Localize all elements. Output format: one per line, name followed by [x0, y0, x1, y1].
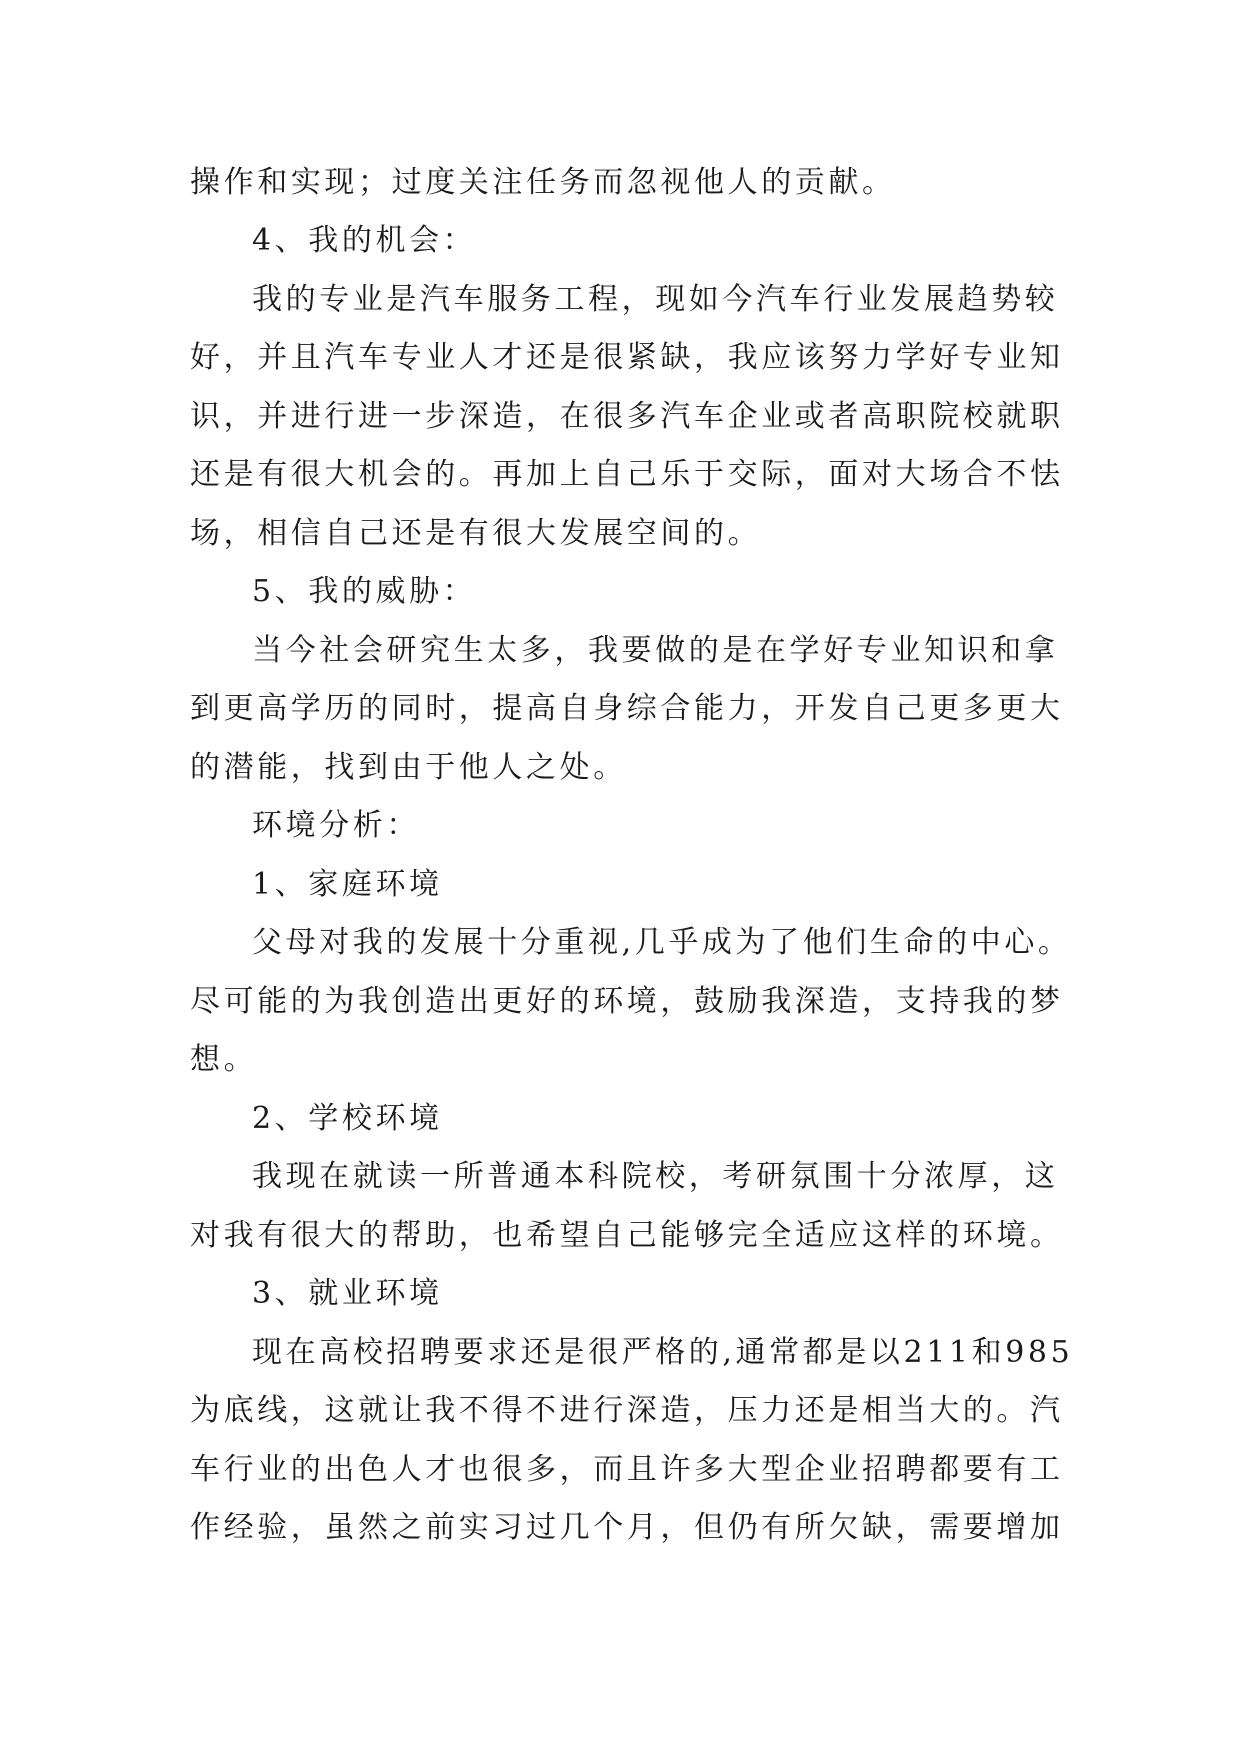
- paragraph-line: 想。: [190, 1042, 258, 1077]
- paragraph-line: 我的专业是汽车服务工程，现如今汽车行业发展趋势较: [252, 282, 1059, 317]
- paragraph-line: 为底线，这就让我不得不进行深造，压力还是相当大的。汽: [190, 1393, 1064, 1428]
- paragraph-line: 父母对我的发展十分重视,几乎成为了他们生命的中心。: [252, 925, 1072, 960]
- paragraph-line: 识，并进行进一步深造，在很多汽车企业或者高职院校就职: [190, 399, 1064, 434]
- paragraph-line: 好，并且汽车专业人才还是很紧缺，我应该努力学好专业知: [190, 340, 1064, 375]
- paragraph-line: 操作和实现；过度关注任务而忽视他人的贡献。: [190, 165, 896, 200]
- section-heading-school: 2、学校环境: [252, 1101, 443, 1136]
- paragraph-line: 尽可能的为我创造出更好的环境，鼓励我深造，支持我的梦: [190, 984, 1064, 1019]
- paragraph-line: 对我有很大的帮助，也希望自己能够完全适应这样的环境。: [190, 1218, 1064, 1253]
- paragraph-line: 还是有很大机会的。再加上自己乐于交际，面对大场合不怯: [190, 457, 1064, 492]
- paragraph-line: 场，相信自己还是有很大发展空间的。: [190, 516, 762, 551]
- section-heading-opportunities: 4、我的机会：: [252, 223, 477, 258]
- paragraph-line: 现在高校招聘要求还是很严格的,通常都是以211和985: [252, 1335, 1074, 1370]
- paragraph-line: 的潜能，找到由于他人之处。: [190, 750, 627, 785]
- paragraph-line: 当今社会研究生太多，我要做的是在学好专业知识和拿: [252, 633, 1059, 668]
- paragraph-line: 车行业的出色人才也很多，而且许多大型企业招聘都要有工: [190, 1452, 1064, 1487]
- section-heading-employment: 3、就业环境: [252, 1276, 443, 1311]
- section-heading-environment-analysis: 环境分析：: [252, 808, 420, 843]
- section-heading-threats: 5、我的威胁：: [252, 574, 477, 609]
- section-heading-family: 1、家庭环境: [252, 867, 443, 902]
- paragraph-line: 作经验，虽然之前实习过几个月，但仍有所欠缺，需要增加: [190, 1510, 1064, 1545]
- paragraph-line: 到更高学历的同时，提高自身综合能力，开发自己更多更大: [190, 691, 1064, 726]
- paragraph-line: 我现在就读一所普通本科院校，考研氛围十分浓厚，这: [252, 1159, 1059, 1194]
